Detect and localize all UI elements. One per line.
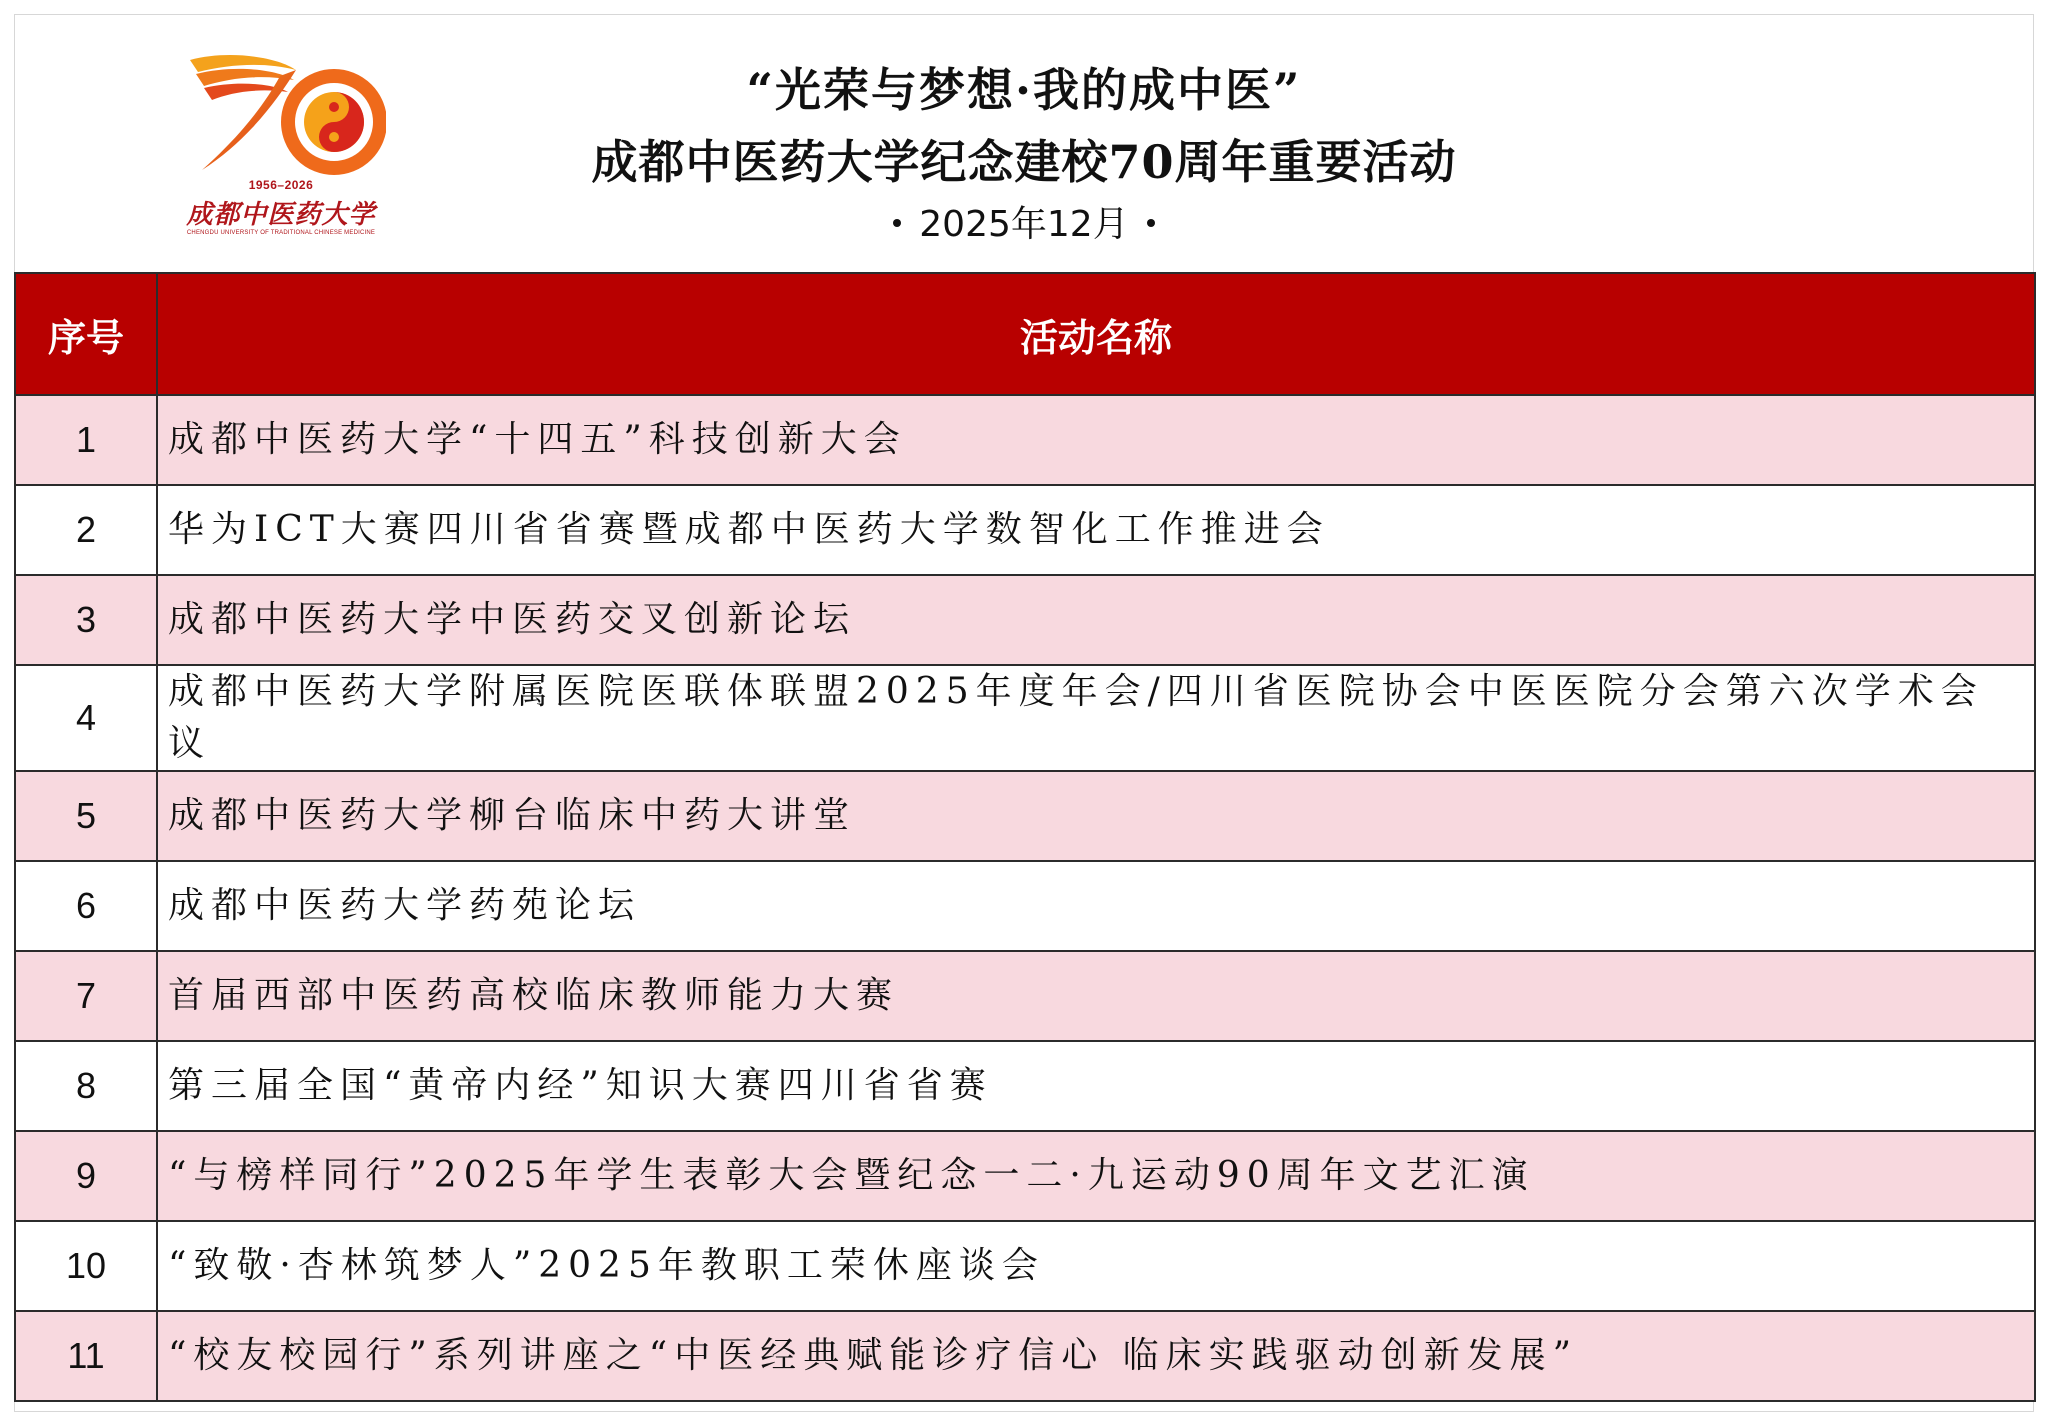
table-row: [15, 771, 2035, 861]
activity-name: 成都中医药大学柳台临床中药大讲堂: [157, 771, 2035, 861]
activities-table: [14, 272, 2036, 1402]
table-row: [15, 395, 2035, 485]
logo-years: 1956–2026: [248, 178, 314, 192]
table-header-row: [15, 273, 2035, 395]
table-row: [15, 1131, 2035, 1221]
activity-name: “致敬·杏林筑梦人”2025年教职工荣休座谈会: [157, 1221, 2035, 1311]
table-row: [15, 1221, 2035, 1311]
row-number: 8: [15, 1041, 157, 1131]
activity-name: 成都中医药大学“十四五”科技创新大会: [157, 395, 2035, 485]
row-number: 5: [15, 771, 157, 861]
table-row: [15, 575, 2035, 665]
table-row: [15, 665, 2035, 771]
table-row: [15, 951, 2035, 1041]
activity-name: 成都中医药大学药苑论坛: [157, 861, 2035, 951]
logo-university-english-name: CHENGDU UNIVERSITY OF TRADITIONAL CHINESE MEDICINE: [186, 230, 376, 236]
activity-name: 成都中医药大学中医药交叉创新论坛: [157, 575, 2035, 665]
bullet-dot-right: [1147, 219, 1155, 227]
row-number: 6: [15, 861, 157, 951]
title-slogan: “光荣与梦想·我的成中医”: [746, 63, 1302, 117]
activity-name: 华为ICT大赛四川省省赛暨成都中医药大学数智化工作推进会: [157, 485, 2035, 575]
date-line: [0, 196, 2048, 247]
row-number: 11: [15, 1311, 157, 1401]
activity-name: 首届西部中医药高校临床教师能力大赛: [157, 951, 2035, 1041]
activity-name: “与榜样同行”2025年学生表彰大会暨纪念一二·九运动90周年文艺汇演: [157, 1131, 2035, 1221]
activity-name: 成都中医药大学附属医院医联体联盟2025年度年会/四川省医院协会中医医院分会第六次学术会议: [157, 665, 2035, 771]
date-text: 2025年12月: [919, 204, 1129, 245]
activity-name: 第三届全国“黄帝内经”知识大赛四川省省赛: [157, 1041, 2035, 1131]
row-number: 4: [15, 665, 157, 771]
table-row: [15, 485, 2035, 575]
page-title: 成都中医药大学纪念建校70周年重要活动: [591, 135, 1457, 189]
bullet-dot-left: [893, 219, 901, 227]
table-row: [15, 861, 2035, 951]
logo-university-name: 成都中医药大学: [186, 200, 376, 230]
row-number: 9: [15, 1131, 157, 1221]
row-number: 10: [15, 1221, 157, 1311]
column-header-activity-name: 活动名称: [157, 273, 2035, 395]
row-number: 3: [15, 575, 157, 665]
column-header-number: 序号: [15, 273, 157, 395]
activity-name: “校友校园行”系列讲座之“中医经典赋能诊疗信心 临床实践驱动创新发展”: [157, 1311, 2035, 1401]
row-number: 2: [15, 485, 157, 575]
table-row: [15, 1041, 2035, 1131]
row-number: 1: [15, 395, 157, 485]
table-row: [15, 1311, 2035, 1401]
row-number: 7: [15, 951, 157, 1041]
